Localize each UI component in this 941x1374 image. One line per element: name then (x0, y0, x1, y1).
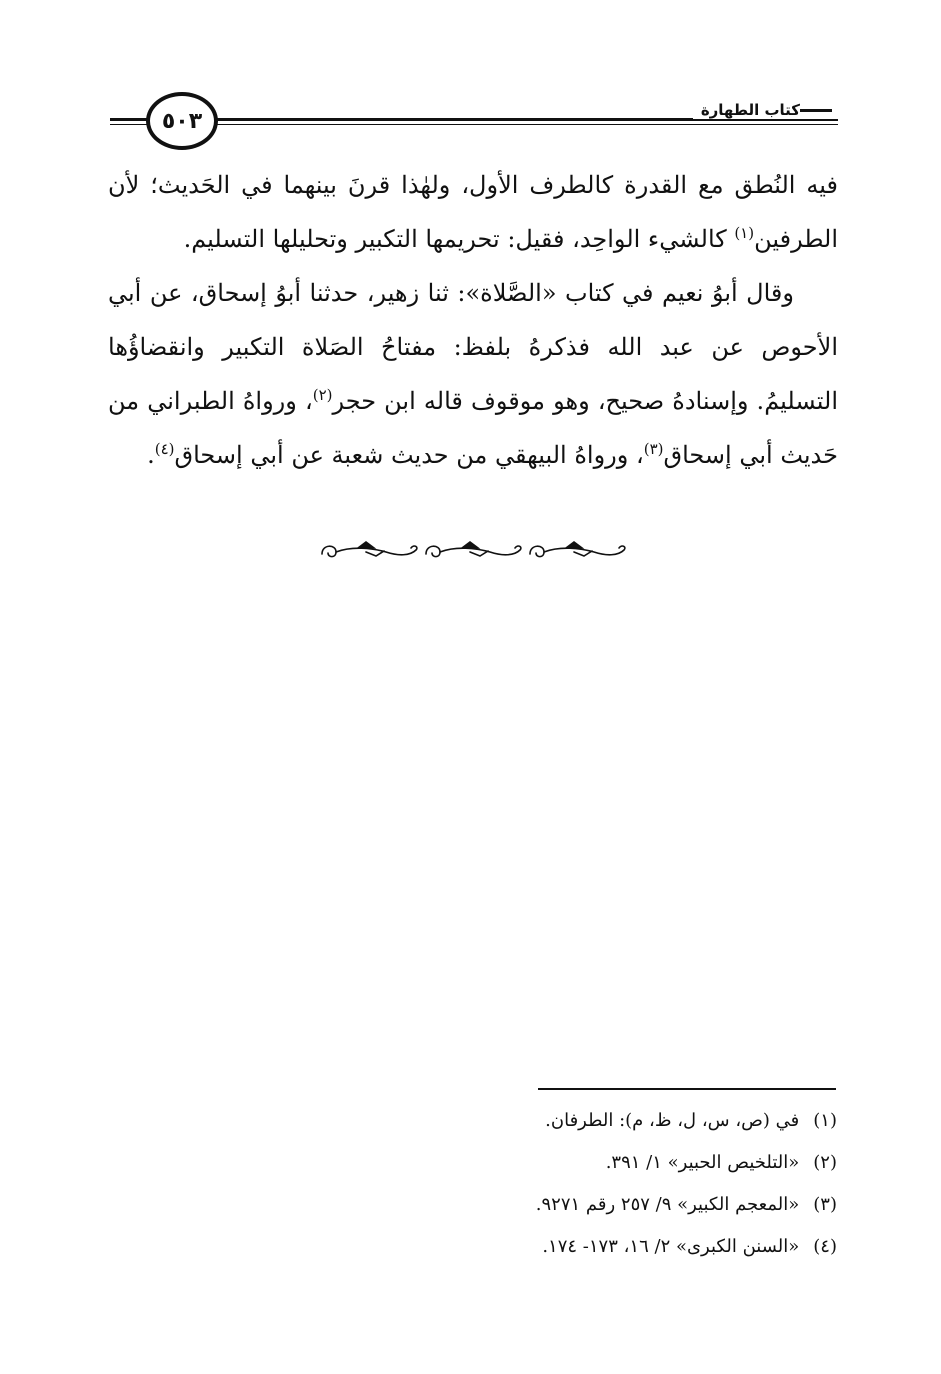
ornament-motif (426, 542, 521, 557)
footnote-2 (117, 1142, 837, 1184)
footnotes (117, 1100, 837, 1268)
footnote-text: «المعجم الكبير» ٩/ ٢٥٧ رقم ٩٢٧١. (535, 1194, 800, 1215)
footnote-separator (538, 1088, 836, 1090)
paragraph-1-text-b: كالشيء الواحِد، فقيل: تحريمها التكبير وتحليلها التسليم. (183, 225, 735, 253)
ornament-motif (322, 542, 417, 557)
footnote-ref-4[interactable]: (٤) (154, 440, 175, 458)
footnote-1 (117, 1100, 837, 1142)
footnote-number: (٤) (813, 1236, 837, 1257)
footnote-number: (٣) (813, 1194, 837, 1215)
paragraph-2 (108, 266, 838, 482)
ornament-motif (530, 542, 625, 557)
footnote-ref-3[interactable]: (٣) (643, 440, 664, 458)
footnote-4 (117, 1226, 837, 1268)
header-rule-thin (110, 124, 838, 125)
footnote-text: «السنن الكبرى» ٢/ ١٦، ١٧٣- ١٧٤. (542, 1236, 800, 1257)
page-number: ٥٠٣ (161, 108, 203, 134)
paragraph-2-text-d: . (147, 441, 155, 469)
paragraph-2-text-a: وقال أبوُ نعيم في كتاب «الصَّلاة»: ثنا زهير، حدثنا أبوُ إسحاق، عن أبي الأحوص عن عبد الله فذكرهُ بلفظ: مفتاحُ الصَلاة التكبير وانقضاؤُها التسليمُ. وإسنادهُ صحيح، وهو موقوف قاله ابن حجر (108, 279, 838, 415)
footnote-number: (١) (813, 1110, 837, 1131)
main-text (108, 158, 838, 482)
footnote-text: في (ص، س، ل، ظ، م): الطرفان. (545, 1110, 800, 1131)
paragraph-1 (108, 158, 838, 266)
footnote-3 (117, 1184, 837, 1226)
paragraph-1-text-a: فيه النُطق مع القدرة كالطرف الأول، ولهٰذا قرنَ بينهما في الحَديث؛ لأن الطرفين (108, 171, 838, 253)
footnote-ref-1[interactable]: (١) (734, 224, 755, 242)
footnote-ref-2[interactable]: (٢) (312, 386, 333, 404)
running-title-text: كتاب الطهارة (700, 101, 800, 119)
page-header (110, 92, 838, 156)
paragraph-2-text-c: ، ورواهُ البيهقي من حديث شعبة عن أبي إسحاق (174, 441, 644, 469)
page-number-badge (146, 92, 218, 150)
footnote-text: «التلخيص الحبير» ١/ ٣٩١. (605, 1152, 800, 1173)
running-title (693, 101, 838, 119)
paragraph-2-text-b: ، ورواهُ الطبراني من حَديث أبي إسحاق (108, 387, 838, 469)
floral-divider-icon (318, 536, 628, 566)
title-dash (800, 109, 832, 112)
footnote-number: (٢) (813, 1152, 837, 1173)
